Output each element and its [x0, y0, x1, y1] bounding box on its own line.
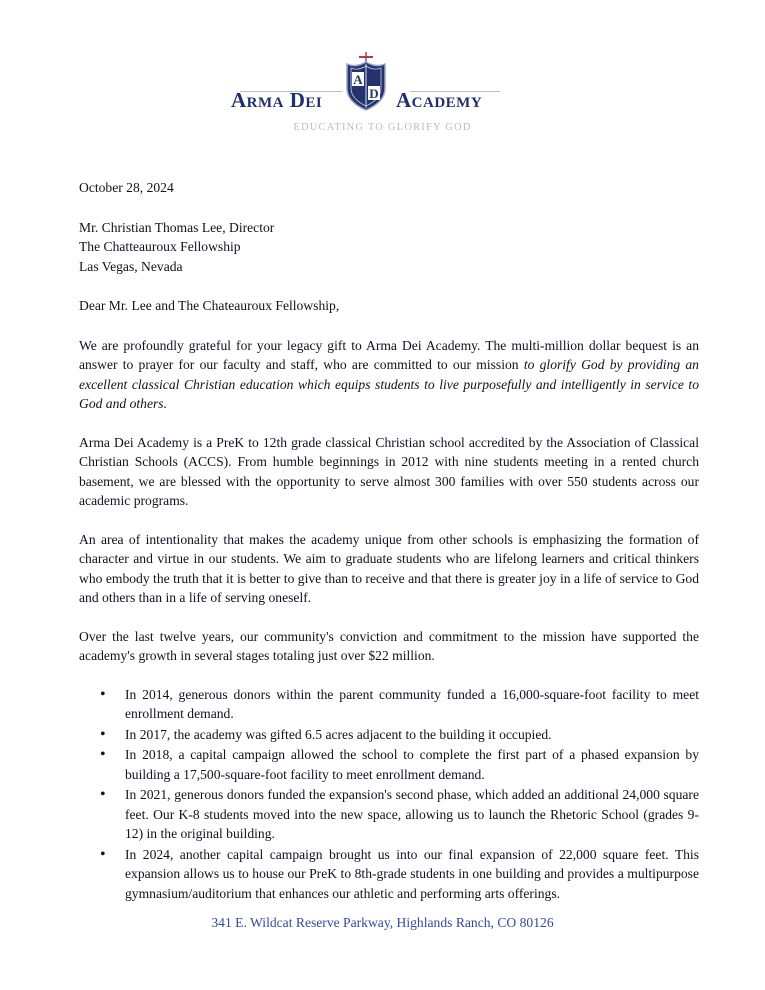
- school-tagline: EDUCATING TO GLORIFY GOD: [293, 122, 472, 133]
- milestone-item: • In 2014, generous donors within the parent community funded a 16,000-square-foot facility to meet enrollment demand.: [125, 685, 699, 724]
- mission-statement: to glorify God by providing an excellent classical Christian education which equips students to live purposefully and intelligently in service to God and others.: [79, 357, 699, 411]
- recipient-line-3: Las Vegas, Nevada: [79, 258, 183, 274]
- footer-address: 341 E. Wildcat Reserve Parkway, Highlands Ranch, CO 80126: [211, 915, 554, 930]
- shield-logo-icon: [344, 52, 388, 114]
- recipient-address: [79, 218, 699, 277]
- milestone-item: • In 2024, another capital campaign brought us into our final expansion of 22,000 square feet. This expansion allows us to house our PreK to 8th-grade students in one building and provides a multipurpose gymnasium/auditorium that enhances our athletic and performing arts offerings.: [125, 845, 699, 904]
- paragraph-about: Arma Dei Academy is a PreK to 12th grade classical Christian school accredited by the Association of Classical Christian Schools (ACCS). From humble beginnings in 2012 with nine students meeting in a rented church basement, we are blessed with the opportunity to serve almost 300 families with over 550 students across our academic programs.: [79, 434, 699, 508]
- milestone-list: [79, 685, 699, 904]
- paragraph-growth: Over the last twelve years, our community's conviction and commitment to the mission have supported the academy's growth in several stages totaling just over $22 million.: [79, 628, 699, 663]
- salutation: Dear Mr. Lee and The Chateauroux Fellowship,: [79, 298, 340, 313]
- milestone-item: • In 2021, generous donors funded the expansion's second phase, which added an additional 24,000 square feet. Our K-8 students moved into the new space, allowing us to launch the Rhetoric School (grades 9-12) in the original building.: [125, 785, 699, 844]
- paragraph-gratitude: [79, 336, 699, 414]
- svg-text:D: D: [369, 86, 379, 101]
- paragraph-gratitude-text: We are profoundly grateful for your legacy gift to Arma Dei Academy. The multi-million dollar bequest is an answer to prayer for our faculty and staff, who are committed to our mission: [79, 337, 699, 372]
- milestone-item: • In 2018, a capital campaign allowed the school to complete the first part of a phased expansion by building a 17,500-square-foot facility to meet enrollment demand.: [125, 745, 699, 784]
- svg-text:A: A: [353, 72, 363, 87]
- school-name-right: Academy: [396, 88, 483, 112]
- paragraph-character: An area of intentionality that makes the academy unique from other schools is emphasizing the formation of character and virtue in our students. We aim to graduate students who are lifelong learners and critical thinkers who embody the truth that it is better to give than to receive and that there is greater joy in a life of service to God and others than in a life of serving oneself.: [79, 531, 699, 605]
- school-name-left: Arma Dei: [231, 88, 323, 112]
- letter-date: October 28, 2024: [79, 180, 174, 195]
- letter-body: [79, 178, 699, 904]
- recipient-line-1: Mr. Christian Thomas Lee, Director: [79, 219, 275, 235]
- letterhead: [0, 42, 765, 142]
- recipient-line-2: The Chatteauroux Fellowship: [79, 239, 241, 254]
- milestone-item: • In 2017, the academy was gifted 6.5 acres adjacent to the building it occupied.: [125, 725, 699, 745]
